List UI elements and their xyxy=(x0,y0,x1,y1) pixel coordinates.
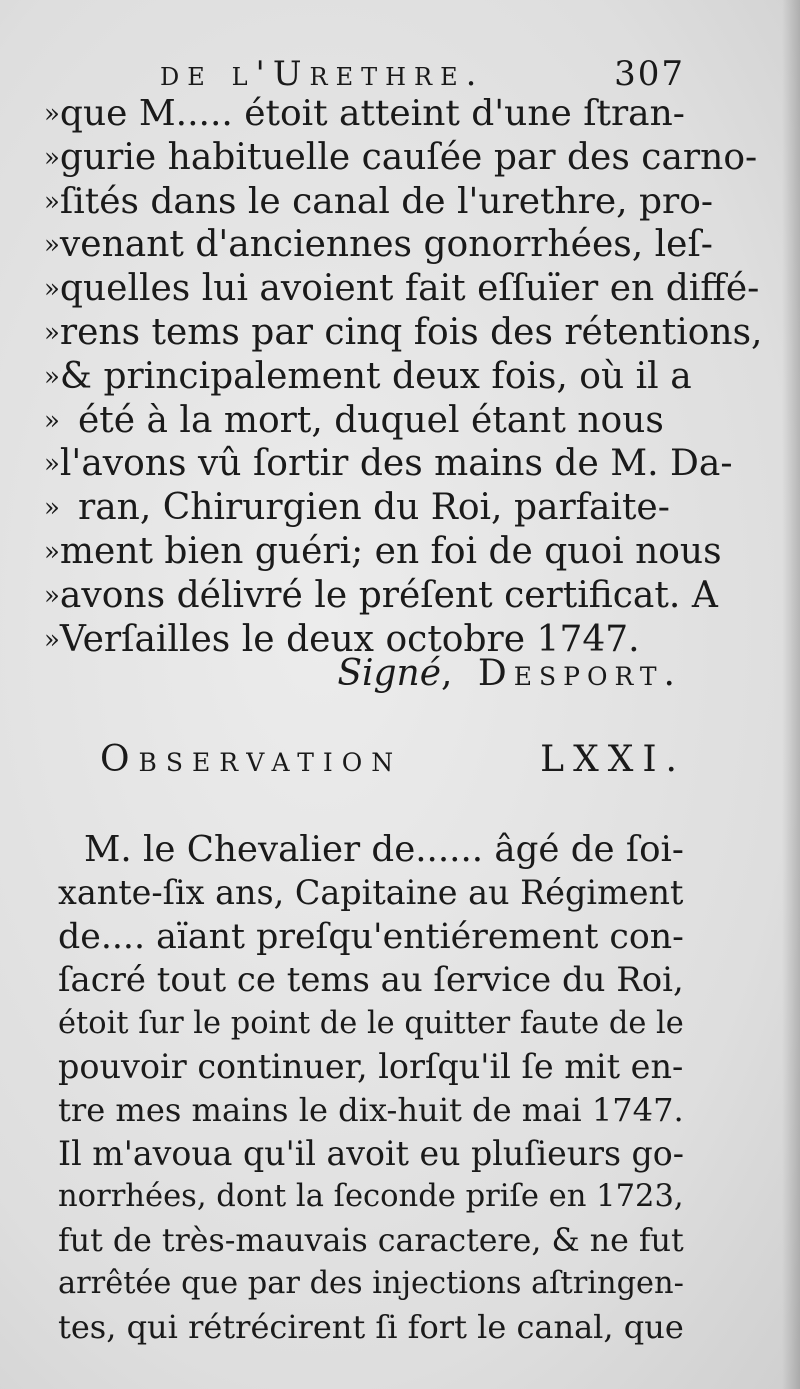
quote-line xyxy=(44,136,758,180)
quote-mark: » xyxy=(44,186,60,217)
quote-mark: » xyxy=(44,230,60,261)
quote-line xyxy=(44,530,722,574)
signature-signe: Signé xyxy=(337,653,442,694)
quote-line-text: que M..... étoit atteint d'une ſtran- xyxy=(59,93,685,134)
page-header xyxy=(160,52,685,96)
body-line: xante-ſix ans, Capitaine au Régiment xyxy=(58,873,684,913)
body-line: ſacré tout ce tems au ſervice du Roi, xyxy=(58,960,684,1000)
quote-line-text: & principalement deux fois, où il a xyxy=(59,355,692,397)
body-line: fut de très-mauvais caractere, & ne fut xyxy=(58,1222,684,1259)
quote-mark: » xyxy=(44,449,60,480)
quote-line-text: été à la mort, duquel étant nous xyxy=(78,399,664,441)
body-line: étoit ſur le point de le quitter faute de le xyxy=(58,1005,684,1041)
body-line: Il m'avoua qu'il avoit eu pluſieurs go- xyxy=(58,1133,684,1173)
quote-mark: » xyxy=(44,624,60,655)
quote-line xyxy=(44,267,760,311)
quote-line xyxy=(44,442,733,486)
quote-line xyxy=(44,311,763,355)
quote-mark: » xyxy=(44,493,60,524)
quote-line xyxy=(44,180,714,224)
body-line: pouvoir continuer, lorſqu'il ſe mit en- xyxy=(58,1047,684,1086)
heading-word: Observation xyxy=(100,739,403,780)
body-line: arrêtée que par des injections aſtringen- xyxy=(58,1266,684,1301)
body-line: tes, qui rétrécirent ſi fort le canal, que xyxy=(58,1308,684,1347)
quote-line-text: avons délivré le préſent certificat. A xyxy=(59,574,718,616)
running-title: de l'Urethre. xyxy=(160,54,485,94)
quote-line-text: ſités dans le canal de l'urethre, pro- xyxy=(59,180,714,222)
observation-heading xyxy=(100,738,686,782)
quote-mark: » xyxy=(44,99,60,129)
body-line: de.... aïant preſqu'entiérement con- xyxy=(58,916,684,957)
heading-numeral: LXXI. xyxy=(540,739,686,780)
quote-line-text: ment bien guéri; en foi de quoi nous xyxy=(59,531,722,572)
quote-mark: » xyxy=(44,274,60,305)
quote-line-text: Verſailles le deux octobre 1747. xyxy=(59,618,640,660)
quote-line xyxy=(44,486,684,530)
page-gutter-shadow xyxy=(782,0,800,1389)
quote-mark: » xyxy=(44,142,60,173)
quote-mark: » xyxy=(44,537,60,567)
body-line: tre mes mains le dix-huit de mai 1747. xyxy=(58,1091,684,1130)
quote-mark: » xyxy=(44,580,60,611)
quote-line-text: ran, Chirurgien du Roi, parfaite- xyxy=(78,487,670,529)
quote-line-text: venant d'anciennes gonorrhées, leſ- xyxy=(59,224,713,266)
signature-line xyxy=(337,652,682,696)
quote-line-text: l'avons vû ſortir des mains de M. Da- xyxy=(59,443,733,485)
quote-line-text: rens tems par cinq fois des rétentions, xyxy=(59,312,763,353)
quote-mark: » xyxy=(44,405,60,436)
quote-line xyxy=(44,399,684,443)
quote-line-text: gurie habituelle cauſée par des carno- xyxy=(59,136,758,178)
body-line: norrhées, dont la ſeconde priſe en 1723, xyxy=(58,1179,684,1215)
quote-line xyxy=(44,355,692,399)
page-number: 307 xyxy=(614,54,685,94)
quote-line-text: quelles lui avoient fait eſſuïer en diffé- xyxy=(59,268,760,310)
quote-line xyxy=(44,574,718,618)
quote-line xyxy=(44,223,713,267)
signature-name: , Desport. xyxy=(441,653,682,694)
body-line: M. le Chevalier de...... âgé de ſoi- xyxy=(84,829,684,870)
quote-mark: » xyxy=(44,361,60,392)
quote-line xyxy=(44,92,684,136)
quote-mark: » xyxy=(44,318,60,348)
